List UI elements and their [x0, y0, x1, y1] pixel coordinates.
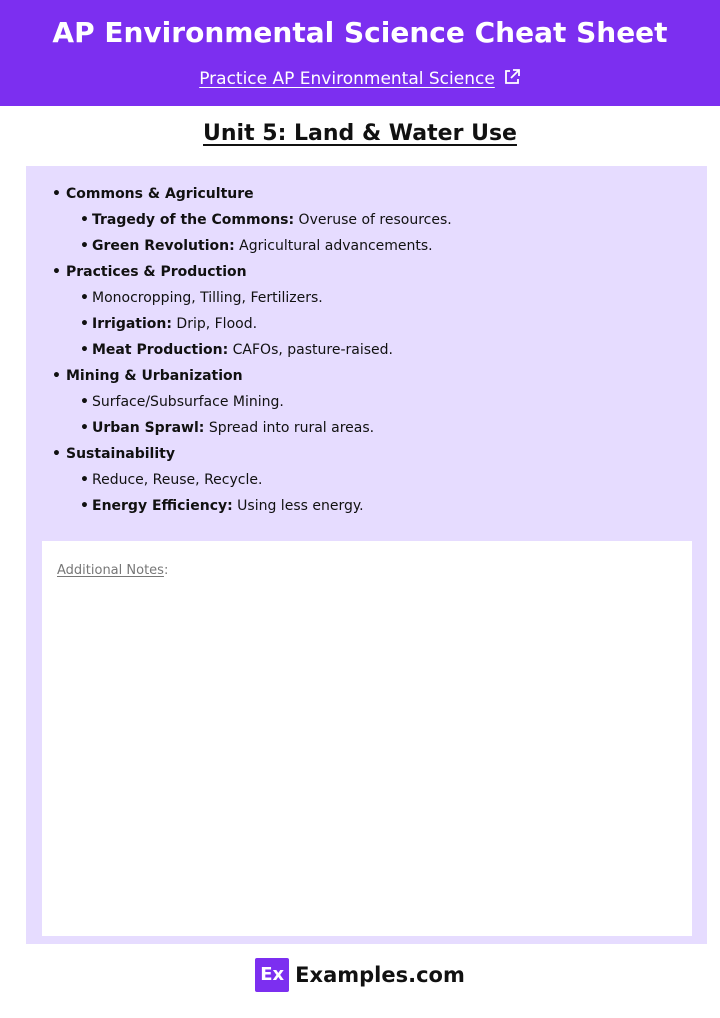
list-item	[40, 316, 680, 342]
list-item	[40, 498, 680, 524]
item-term: Urban Sprawl:	[92, 420, 205, 436]
topic-list	[40, 186, 680, 524]
list-item	[40, 420, 680, 446]
list-item	[40, 394, 680, 420]
unit-title: Unit 5: Land & Water Use	[203, 121, 517, 146]
topic-heading: • Commons & Agriculture	[40, 186, 680, 212]
list-item	[40, 238, 680, 264]
item-text: Overuse of resources.	[294, 212, 452, 228]
topic-heading: • Sustainability	[40, 446, 680, 472]
list-item	[40, 290, 680, 316]
notes-area[interactable]	[42, 541, 692, 936]
notes-label-text: Additional Notes	[57, 563, 164, 578]
item-text: Using less energy.	[232, 498, 364, 514]
item-text: Reduce, Reuse, Recycle.	[92, 472, 263, 488]
item-text: Agricultural advancements.	[234, 238, 433, 254]
item-term: Energy Efficiency:	[92, 498, 233, 514]
page-title: AP Environmental Science Cheat Sheet	[52, 16, 668, 49]
header-banner	[0, 0, 720, 106]
item-term: Irrigation:	[92, 316, 172, 332]
item-text: Monocropping, Tilling, Fertilizers.	[92, 290, 323, 306]
footer-brand[interactable]	[255, 958, 465, 992]
list-item	[40, 472, 680, 498]
practice-link[interactable]	[0, 68, 720, 91]
topic-heading: • Practices & Production	[40, 264, 680, 290]
notes-label-suffix: :	[163, 563, 169, 578]
practice-link-label: Practice AP Environmental Science	[199, 69, 495, 89]
item-text: Spread into rural areas.	[204, 420, 375, 436]
item-text: Drip, Flood.	[171, 316, 258, 332]
item-term: Green Revolution:	[92, 238, 235, 254]
item-term: Tragedy of the Commons:	[92, 212, 295, 228]
notes-label	[57, 563, 168, 578]
list-item	[40, 342, 680, 368]
examples-logo-icon: Ex	[255, 958, 289, 992]
item-text: Surface/Subsurface Mining.	[92, 394, 284, 410]
brand-name: Examples.com	[295, 963, 465, 987]
topic-heading: • Mining & Urbanization	[40, 368, 680, 394]
footer	[0, 958, 720, 994]
list-item	[40, 212, 680, 238]
item-term: Meat Production:	[92, 342, 229, 358]
external-link-icon[interactable]	[503, 68, 521, 91]
item-text: CAFOs, pasture-raised.	[228, 342, 393, 358]
